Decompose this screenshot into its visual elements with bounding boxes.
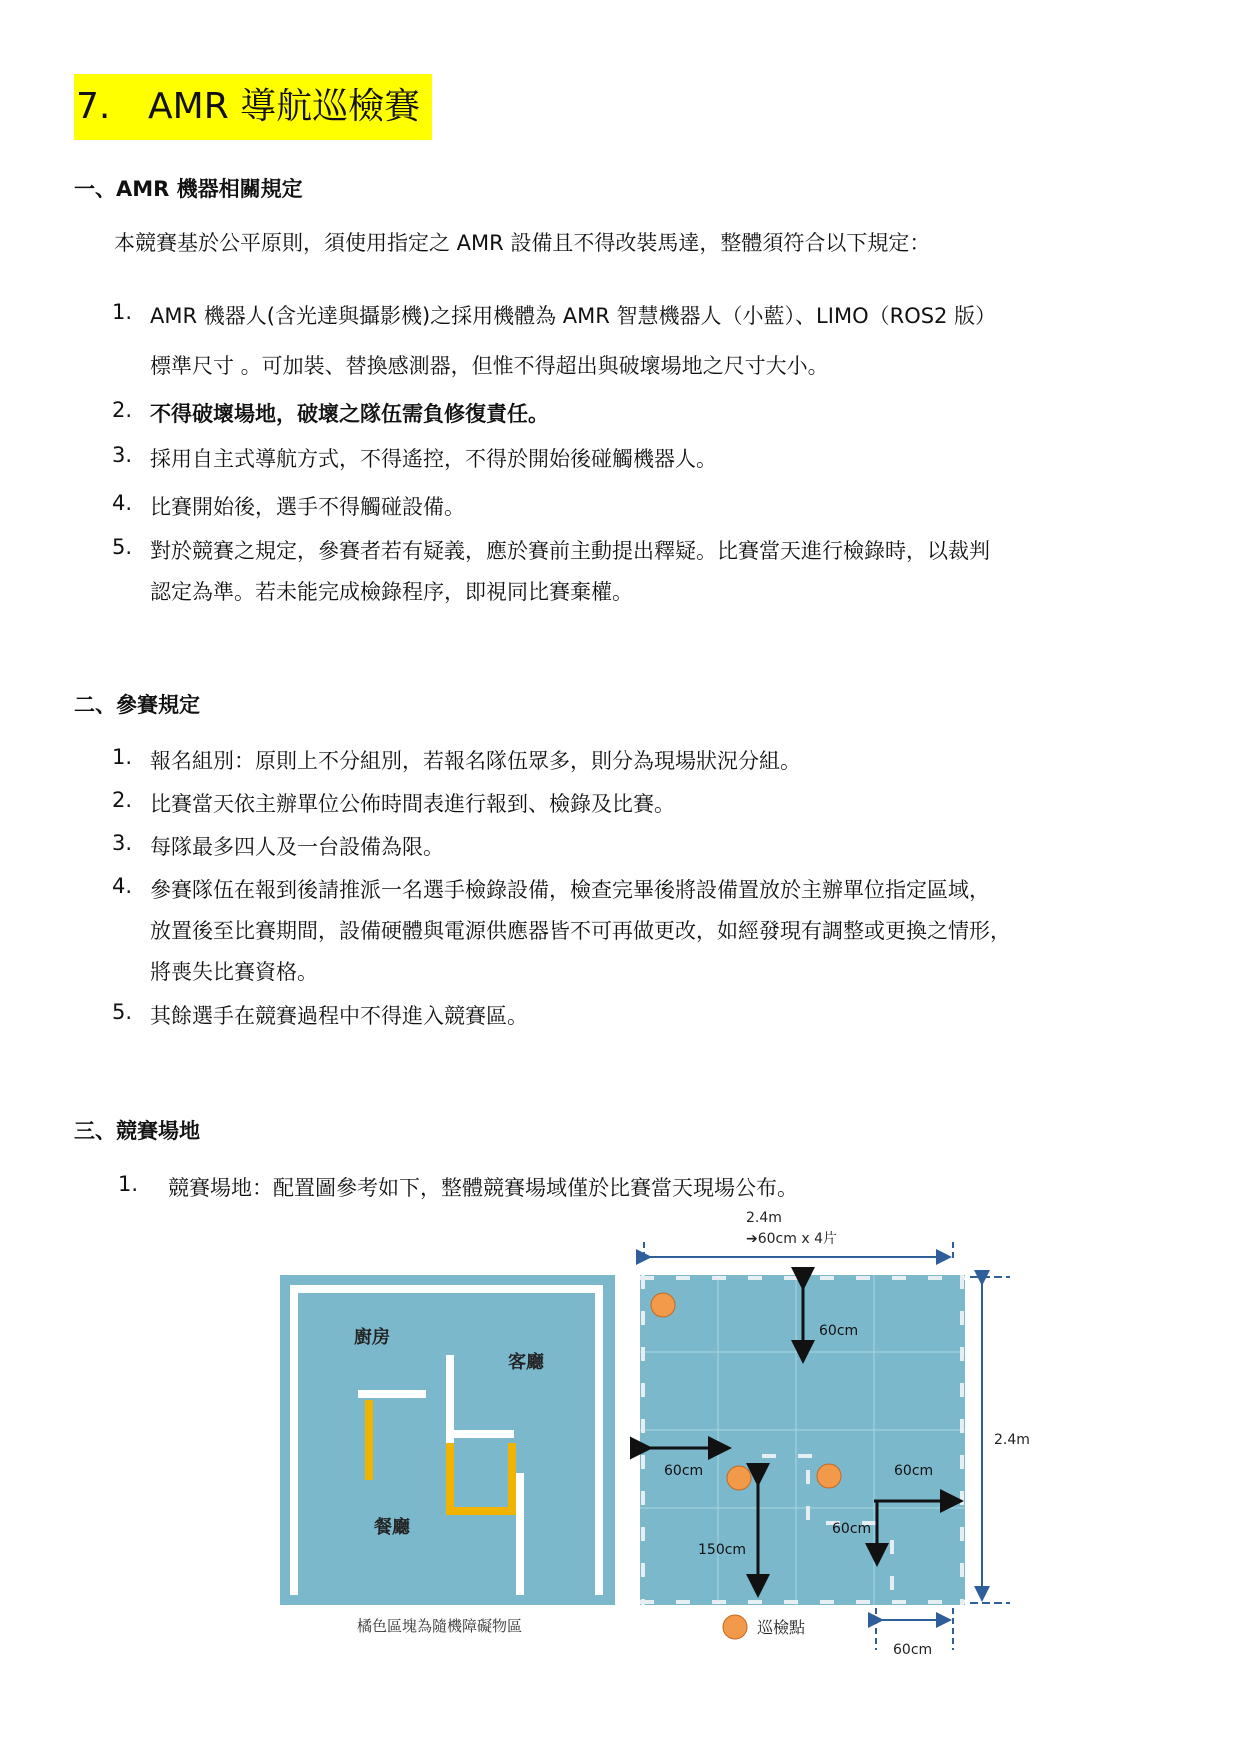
label-living-room: 客廳 [508,1352,544,1373]
checkpoint-marker [817,1464,841,1488]
title-number: 7. [76,86,111,127]
intro-paragraph: 本競賽基於公平原則，須使用指定之 AMR 設備且不得改裝馬達，整體須符合以下規定： [114,231,931,255]
top-width-label: 2.4m [746,1210,782,1226]
dim-label-60-mid: 60cm [832,1521,872,1537]
heading-amr-rules: 一、AMR 機器相關規定 [74,177,303,201]
home-layout-map [280,1275,615,1605]
title-text: AMR 導航巡檢賽 [148,86,421,127]
dim-label-150: 150cm [698,1542,747,1558]
legend-checkpoint-label: 巡檢點 [757,1618,806,1637]
label-kitchen: 廚房 [354,1327,390,1348]
heading-participation-rules: 二、參賽規定 [74,693,200,717]
right-height-label: 2.4m [994,1432,1030,1448]
dim-label-60-left: 60cm [664,1463,704,1479]
obstacle-caption: 橘色區塊為隨機障礙物區 [357,1617,523,1635]
bottom-60-label: 60cm [893,1642,933,1658]
tile-count-label: ➔60cm x 4片 [746,1231,837,1247]
dim-label-60-top: 60cm [819,1323,859,1339]
label-dining-room: 餐廳 [374,1517,410,1538]
section-title [74,74,432,140]
dim-label-60-right: 60cm [894,1463,934,1479]
checkpoint-marker [727,1466,751,1490]
checkpoint-layout-map [630,1210,1060,1660]
checkpoint-marker [651,1293,675,1317]
heading-venue: 三、競賽場地 [74,1119,200,1143]
legend-checkpoint-icon [723,1615,747,1639]
